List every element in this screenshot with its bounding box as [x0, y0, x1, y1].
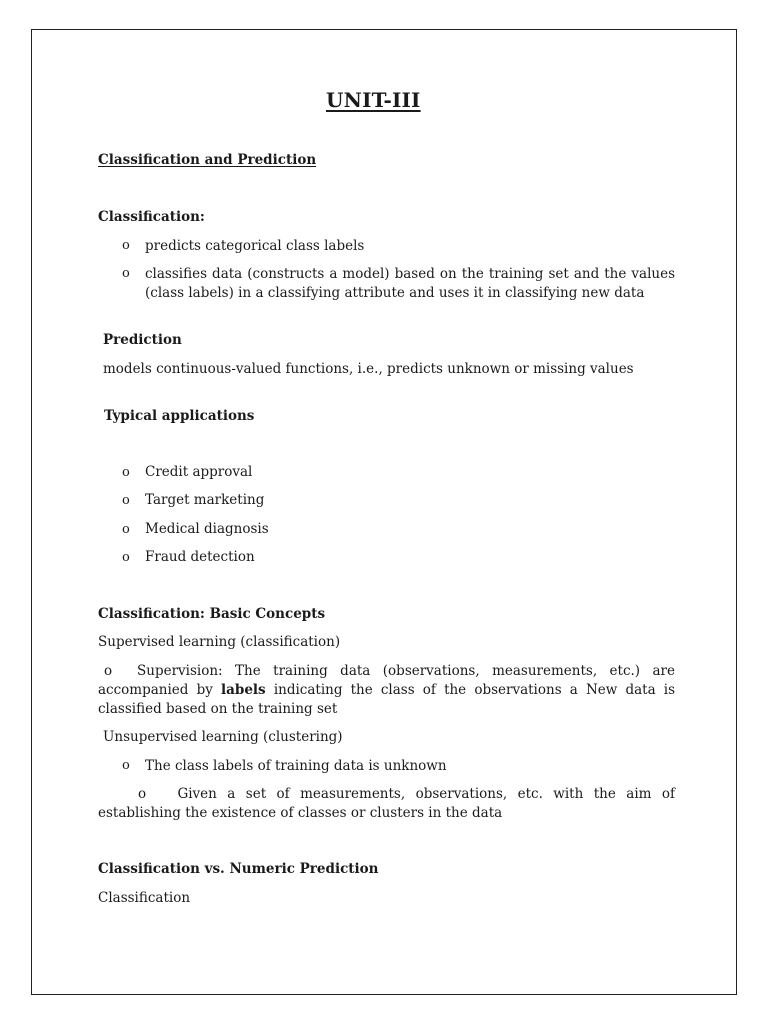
- unsupervised-learning-label: Unsupervised learning (clustering): [103, 729, 343, 745]
- bullet-marker: o: [122, 550, 130, 565]
- application-item: Target marketing: [145, 492, 265, 508]
- section-heading: Classification and Prediction: [98, 152, 317, 168]
- applications-heading: Typical applications: [104, 408, 255, 424]
- application-item: Fraud detection: [145, 549, 255, 565]
- supervision-paragraph: [98, 662, 675, 719]
- page-border: [31, 29, 737, 995]
- supervised-learning-label: Supervised learning (classification): [98, 634, 341, 650]
- supervision-text-part2: indicating the class of the observations a New data is classified based on the training set: [98, 682, 676, 717]
- bullet-marker: o: [122, 493, 130, 508]
- given-text: Given a set of measurements, observations, etc. with the aim of establishing the existence of classes or clusters in the data: [98, 786, 676, 821]
- unsupervised-bullet: The class labels of training data is unknown: [145, 758, 447, 774]
- classification-bullet-1: predicts categorical class labels: [145, 238, 365, 254]
- supervision-labels-bold: labels: [221, 682, 266, 698]
- vs-numeric-text: Classification: [98, 890, 191, 906]
- bullet-marker: o: [122, 522, 130, 537]
- bullet-marker: o: [122, 238, 130, 253]
- prediction-heading: Prediction: [103, 332, 182, 348]
- vs-numeric-heading: Classification vs. Numeric Prediction: [98, 861, 379, 877]
- page-title: UNIT-III: [326, 88, 421, 112]
- bullet-marker: o: [122, 266, 130, 281]
- bullet-marker: o: [104, 663, 113, 679]
- bullet-marker: o: [122, 758, 130, 773]
- classification-heading: Classification:: [98, 209, 205, 225]
- given-paragraph: [98, 785, 675, 823]
- application-item: Medical diagnosis: [145, 521, 269, 537]
- bullet-marker: o: [138, 786, 147, 802]
- bullet-marker: o: [122, 465, 130, 480]
- supervision-text-part1: Supervision: The training data (observations, measurements, etc.) are accompanied by: [98, 663, 675, 698]
- classification-bullet-2: classifies data (constructs a model) based on the training set and the values (class labels) in a classifying attribute and uses it in classifying new data: [145, 266, 675, 301]
- prediction-text: models continuous-valued functions, i.e., predicts unknown or missing values: [103, 361, 634, 377]
- application-item: Credit approval: [145, 464, 253, 480]
- basic-concepts-heading: Classification: Basic Concepts: [98, 606, 326, 622]
